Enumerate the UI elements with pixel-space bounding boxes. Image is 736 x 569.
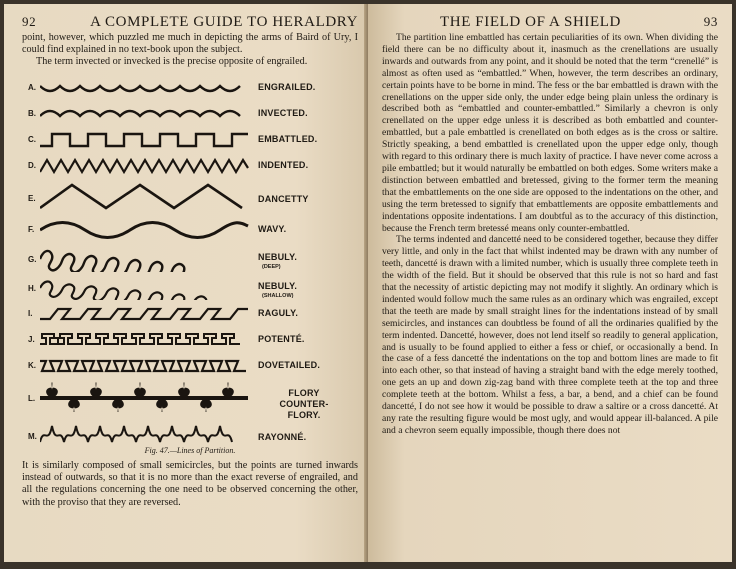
right-page-header bbox=[382, 14, 718, 30]
dancetty-line-graphic bbox=[40, 182, 250, 212]
line-letter: I. bbox=[28, 309, 33, 319]
line-term: RAYONNÉ. bbox=[258, 432, 307, 443]
indented-dancette-paragraph: The terms indented and dancetté need to be considered together, because they differ very little, and only in the fact that whilst indented may be drawn with any number of teeth, dancetté is drawn with a limited number, which is usually three complete teeth in the width of the field. But it should be observed that this rule is not so hard and fast that the necessity of artistic depicting may not modify it slightly. An ordinary which is indented would follow much the same rules as an ordinary which was engrailed, except that the teeth are made by small straight lines for the indentations instead of by small semicircles, and instances can doubtless be found of all the ordinaries qualified by the term indented. Dancetté, however, does not lend itself so readily to general application, and is usually to be found applied to either a fess or chief, or occasionally a bend. In the case of a fess dancetté the indentations on the top and bottom lines are made to fit into each other, so that instead of having a straight band with the edge merely toothed, one gets an up and down zig-zag band with three complete teeth at the top and three complete teeth at the bottom. Whilst a fess, a bar, a bend, and a chief can be found dancetté, I do not see how it would be possible to draw a saltire or a cross dancetté. At any rate the resulting figure would be most ugly, and would appear ill-balanced. A pile and a chevron seem equally impossible, though there does not bbox=[382, 234, 718, 436]
lines-of-partition-figure bbox=[22, 72, 358, 456]
line-term: NEBULY. bbox=[258, 252, 298, 263]
potente-line-graphic bbox=[40, 330, 250, 350]
line-row-nebuly-shallow bbox=[22, 276, 358, 300]
raguly-line-graphic bbox=[40, 304, 250, 324]
line-letter: H. bbox=[28, 284, 36, 294]
wavy-line-graphic bbox=[40, 220, 250, 240]
line-row-engrailed bbox=[22, 78, 358, 98]
right-page bbox=[368, 4, 732, 562]
line-letter: L. bbox=[28, 394, 36, 404]
right-running-head: THE FIELD OF A SHIELD bbox=[440, 14, 621, 30]
line-row-raguly bbox=[22, 304, 358, 324]
line-letter: E. bbox=[28, 194, 36, 204]
line-letter: C. bbox=[28, 135, 36, 145]
intro-paragraph: point, however, which puzzled me much in depicting the arms of Baird of Ury, I could find explained in no text-book upon the subject. bbox=[22, 32, 358, 56]
left-page bbox=[4, 4, 368, 562]
left-running-head: A COMPLETE GUIDE TO HERALDRY bbox=[90, 14, 358, 30]
indented-line-graphic bbox=[40, 156, 250, 176]
line-term: EMBATTLED. bbox=[258, 134, 318, 145]
nebuly-deep-line-graphic bbox=[40, 246, 250, 272]
line-term: NEBULY. bbox=[258, 281, 298, 292]
line-row-invected bbox=[22, 104, 358, 124]
line-row-nebuly-deep bbox=[22, 246, 358, 272]
dovetailed-line-graphic bbox=[40, 356, 250, 376]
line-term: DOVETAILED. bbox=[258, 360, 321, 371]
line-row-dovetailed bbox=[22, 356, 358, 376]
line-letter: J. bbox=[28, 335, 35, 345]
line-subterm: (DEEP) bbox=[262, 264, 281, 271]
rayonne-line-graphic bbox=[40, 422, 250, 446]
line-row-flory-counter-flory bbox=[22, 382, 358, 421]
line-term: DANCETTY bbox=[258, 194, 309, 205]
right-page-number: 93 bbox=[703, 14, 718, 29]
invected-sentence: The term invected or invecked is the precise opposite of engrailed. bbox=[36, 56, 308, 68]
line-letter: A. bbox=[28, 83, 36, 93]
line-letter: K. bbox=[28, 361, 36, 371]
line-letter: D. bbox=[28, 161, 36, 171]
line-row-indented bbox=[22, 156, 358, 176]
line-term: POTENTÉ. bbox=[258, 334, 305, 345]
embattled-line-graphic bbox=[40, 130, 250, 150]
left-page-number: 92 bbox=[22, 14, 37, 29]
line-term: WAVY. bbox=[258, 224, 287, 235]
line-row-potente bbox=[22, 330, 358, 350]
nebuly-shallow-line-graphic bbox=[40, 276, 250, 300]
invected-line-graphic bbox=[40, 104, 250, 124]
left-intro-text bbox=[22, 32, 358, 68]
engrailed-line-graphic bbox=[40, 78, 250, 98]
left-closing-text bbox=[22, 460, 358, 508]
line-term: INDENTED. bbox=[258, 160, 309, 171]
line-row-embattled bbox=[22, 130, 358, 150]
line-letter: F. bbox=[28, 225, 35, 235]
line-letter: B. bbox=[28, 109, 36, 119]
line-term: INVECTED. bbox=[258, 108, 308, 119]
embattled-paragraph: The partition line embattled has certain peculiarities of its own. When dividing the field there can be no difficulty about it, inasmuch as the crenellations are usually inwards and outwards from any point, and it should be noted that the term “crenellé” is almost as often used as “embattled.” When, however, the term describes an ordinary, certain points have to be borne in mind. The fess or the bar embattled is drawn with the crenellations on the upper side only, the under edge being plain unless the ordinary is described both as “embattled and counter-embattled.” Similarly a chevron is only crenellated on the upper edge unless it is described as both embattled and counter-embattled, but a pale embattled is crenellated on both edges as is the cross or saltire. Strictly speaking, a bend embattled is crenellated upon the upper edge only, though with regard to this ordinary there is much laxity of practice. I have never come across a pile embattled; but it would naturally be embattled on both edges. Some writers make a distinction between embattled and bretessed, giving to the former term the meaning that the embattlements on the one side are opposed to the indentations on the other, and using the term bretessed to signify that embattlements are opposite embattlements and indentations opposite indentations. I am doubtful as to the accuracy of this distinction, because the French term bretessé means only counter-embattled. bbox=[382, 32, 718, 234]
line-term: ENGRAILED. bbox=[258, 82, 316, 93]
line-row-rayonne bbox=[22, 422, 358, 446]
line-letter: G. bbox=[28, 255, 37, 265]
flory-counter-flory-line-graphic bbox=[40, 382, 250, 412]
right-body-text bbox=[382, 32, 718, 437]
left-page-header bbox=[22, 14, 358, 30]
closing-paragraph: It is similarly composed of small semicircles, but the points are turned inwards instead of outwards, so that it is no more than the exact reverse of engrailed, and all the regulations concerning the one need to be observed concerning the other, with the proviso that they are reversed. bbox=[22, 460, 358, 508]
line-term: RAGULY. bbox=[258, 308, 299, 319]
line-letter: M. bbox=[28, 432, 37, 442]
line-subterm: (SHALLOW) bbox=[262, 293, 294, 300]
line-term: FLORY COUNTER-FLORY. bbox=[279, 388, 329, 421]
figure-caption: Fig. 47.—Lines of Partition. bbox=[144, 446, 236, 456]
line-row-dancetty bbox=[22, 182, 358, 212]
line-row-wavy bbox=[22, 220, 358, 240]
